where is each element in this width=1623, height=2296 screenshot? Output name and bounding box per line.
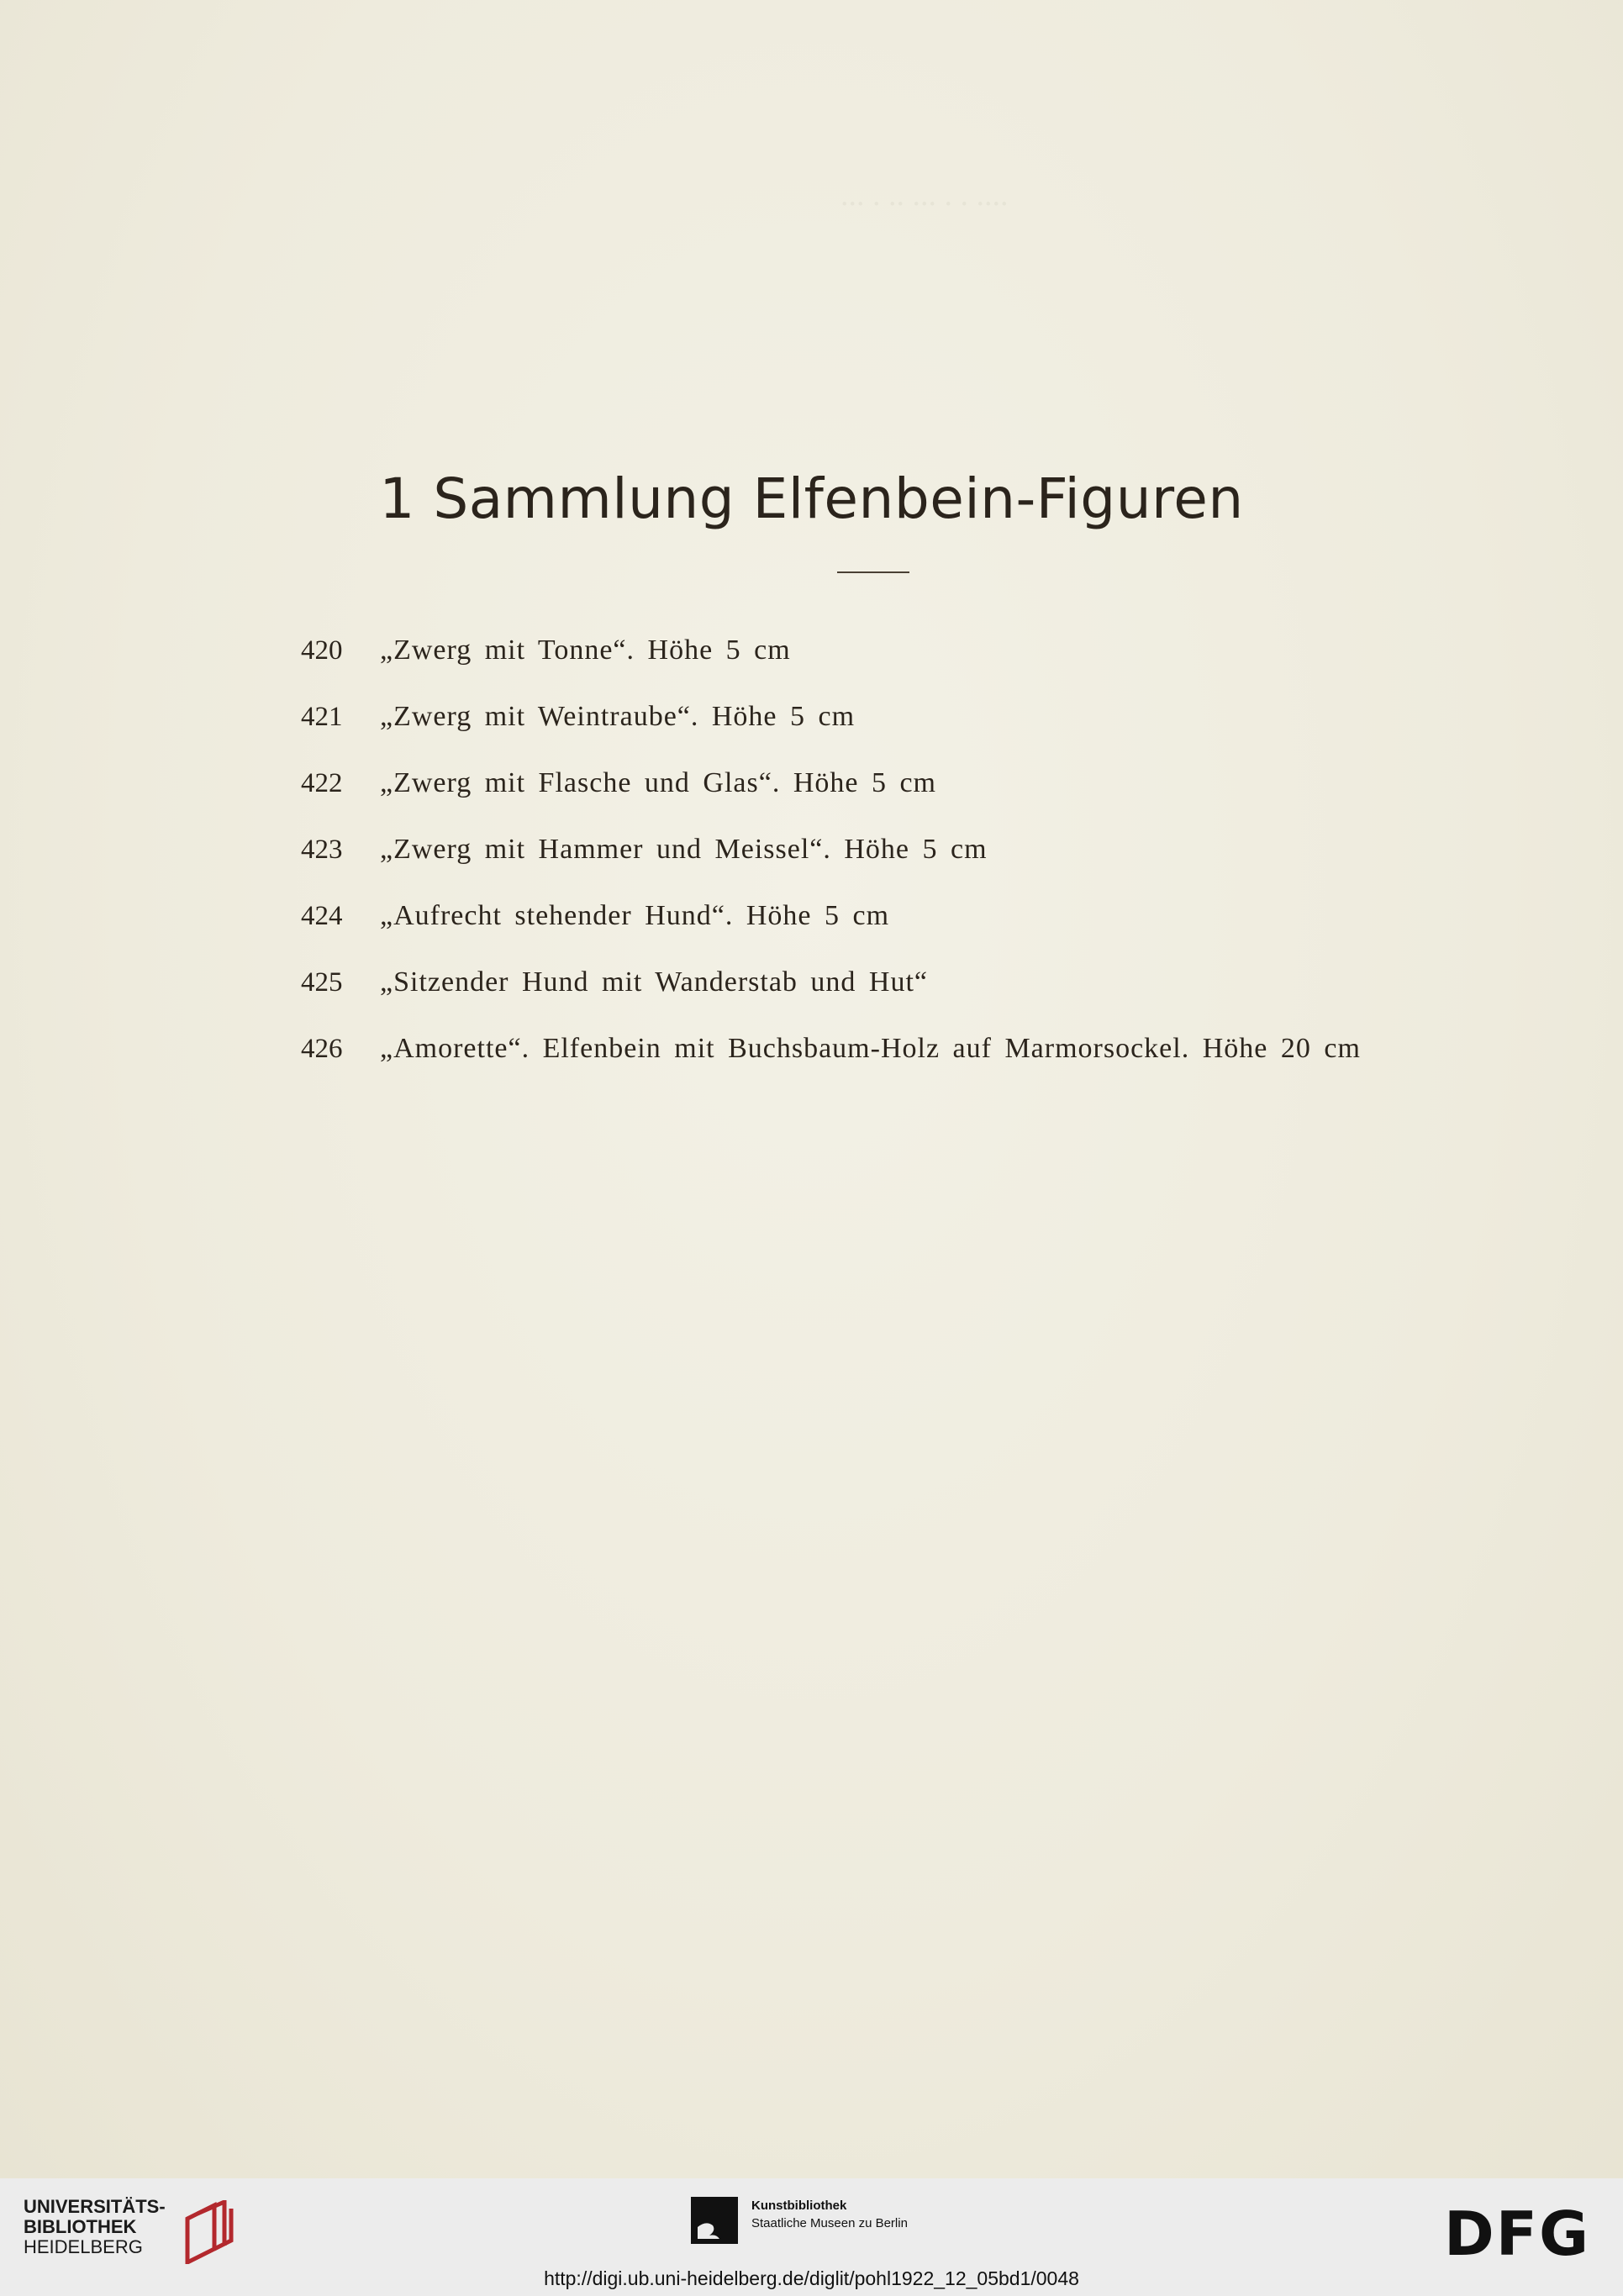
entry-number: 423 [301, 835, 343, 865]
ub-book-icon [181, 2200, 234, 2264]
kb-logo-line1: Kunstbibliothek [751, 2199, 847, 2213]
ub-logo-line2: BIBLIOTHEK [24, 2216, 137, 2237]
entry-number: 425 [301, 967, 343, 998]
catalog-entry [301, 635, 1361, 701]
entry-description: „Zwerg mit Flasche und Glas“. Höhe 5 cm [380, 767, 937, 798]
entry-description: „Amorette“. Elfenbein mit Buchsbaum-Holz auf Marmorsockel. Höhe 20 cm [380, 1033, 1361, 1064]
catalog-entry [301, 701, 1361, 767]
kb-logo-line2: Staatliche Museen zu Berlin [751, 2216, 908, 2230]
catalog-entry [301, 767, 1361, 834]
catalog-entry [301, 834, 1361, 900]
catalog-entry [301, 900, 1361, 966]
ub-heidelberg-logo[interactable] [24, 2197, 234, 2264]
entry-number: 426 [301, 1034, 343, 1064]
entry-description: „Zwerg mit Hammer und Meissel“. Höhe 5 cm [380, 834, 988, 865]
show-through-texture: .... . . ... .. . ... [840, 177, 1009, 213]
entry-description: „Zwerg mit Weintraube“. Höhe 5 cm [380, 701, 856, 732]
kunstbibliothek-eagle-icon [691, 2197, 738, 2244]
ub-logo-line1: UNIVERSITÄTS- [24, 2196, 166, 2217]
catalog-entry [301, 966, 1361, 1033]
entry-description: „Aufrecht stehender Hund“. Höhe 5 cm [380, 900, 890, 931]
entry-description: „Sitzender Hund mit Wanderstab und Hut“ [380, 966, 928, 998]
digitization-footer [0, 2178, 1623, 2296]
entry-number: 424 [301, 901, 343, 931]
entry-number: 421 [301, 702, 343, 732]
catalog-entry [301, 1033, 1361, 1099]
permalink-url[interactable]: http://digi.ub.uni-heidelberg.de/diglit/pohl1922_12_05bd1/0048 [544, 2267, 1079, 2289]
page-title: 1 Sammlung Elfenbein-Figuren [379, 466, 1244, 531]
kunstbibliothek-logo[interactable] [691, 2197, 908, 2244]
dfg-logo[interactable]: DFG [1444, 2199, 1591, 2269]
entry-number: 420 [301, 635, 343, 666]
entry-number: 422 [301, 768, 343, 798]
entry-description: „Zwerg mit Tonne“. Höhe 5 cm [380, 635, 791, 666]
catalog-entry-list [301, 635, 1361, 1099]
ub-logo-line3: HEIDELBERG [24, 2236, 143, 2257]
title-divider [837, 571, 909, 573]
